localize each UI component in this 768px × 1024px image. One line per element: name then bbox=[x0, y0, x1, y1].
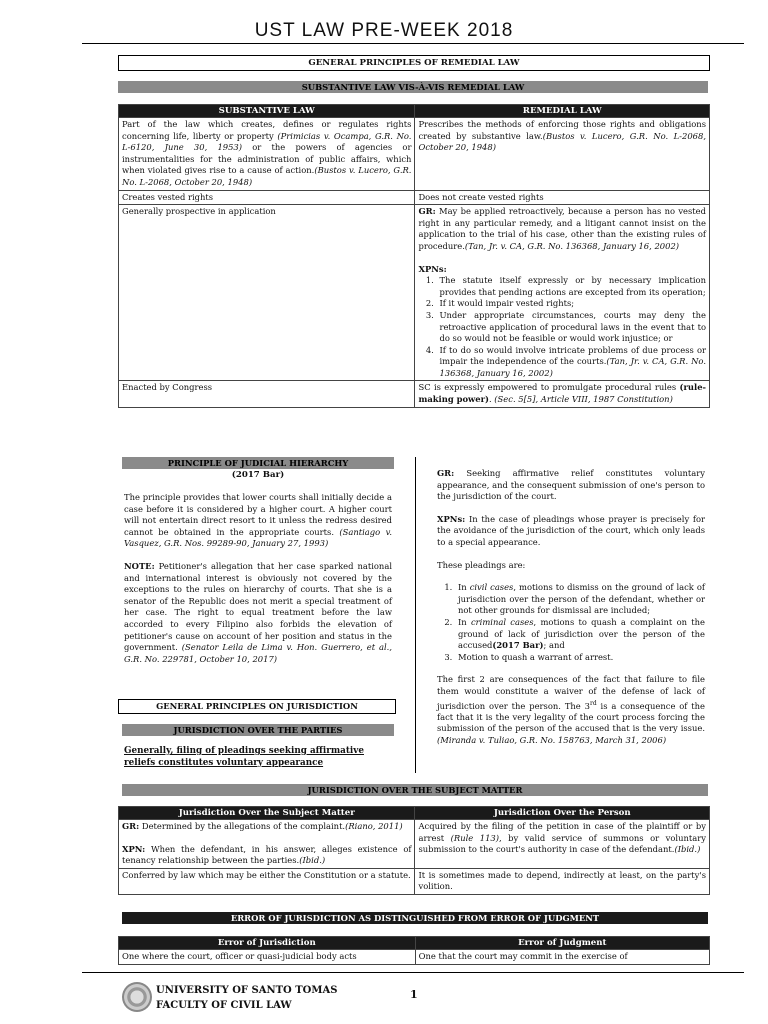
column-divider bbox=[415, 457, 416, 773]
emphasis: criminal cases bbox=[470, 616, 534, 627]
paragraph bbox=[437, 468, 705, 503]
table-cell: Creates vested rights bbox=[119, 190, 415, 205]
paragraph: These pleadings are: bbox=[437, 559, 526, 570]
citation: (Bustos v. Lucero, G.R. No. L-2068, October 20, 1948) bbox=[418, 130, 706, 153]
superscript: rd bbox=[589, 699, 597, 707]
gr-label: GR: bbox=[418, 206, 436, 217]
page-header-title: UST LAW PRE-WEEK 2018 bbox=[254, 20, 514, 41]
table-cell bbox=[119, 820, 415, 869]
list-item: 1. The statute itself expressly or by necessary implication provides that pending actions are excepted from its operation; bbox=[436, 275, 706, 298]
emphasis: civil cases bbox=[469, 582, 514, 593]
section-bar-substantive-vs-remedial: SUBSTANTIVE LAW VIS-À-VIS REMEDIAL LAW bbox=[118, 81, 708, 93]
bar-year: (2017 Bar) bbox=[492, 640, 544, 651]
xpn-label: XPN: bbox=[122, 843, 146, 854]
footer-university: UNIVERSITY OF SANTO TOMAS bbox=[156, 985, 338, 996]
section-bar-error: ERROR OF JURISDICTION AS DISTINGUISHED FROM ERROR OF JUDGMENT bbox=[122, 912, 708, 924]
citation: (Santiago v. Vasquez, G.R. Nos. 99289-90, January 27, 1993) bbox=[124, 526, 392, 549]
footer-faculty: FACULTY OF CIVIL LAW bbox=[156, 1000, 292, 1011]
table-cell: Conferred by law which may be either the Constitution or a statute. bbox=[119, 868, 415, 894]
page-number: 1 bbox=[410, 988, 418, 1001]
list-item bbox=[455, 582, 705, 617]
table-cell bbox=[415, 205, 710, 381]
list-text: In bbox=[458, 582, 470, 593]
table-row bbox=[119, 205, 710, 381]
table-cell bbox=[119, 118, 415, 191]
paragraph-text: In the case of pleadings whose prayer is precisely for the avoidance of the jurisdiction of the court, which only leads to a special appearance. bbox=[437, 513, 705, 547]
table-row bbox=[119, 381, 710, 407]
cell-text: Part of the law which creates, defines or regulates rights concerning life, liberty or property bbox=[122, 119, 412, 141]
table-row bbox=[119, 118, 710, 191]
xpns-label: XPNs: bbox=[437, 513, 466, 524]
citation: (Ibid.) bbox=[674, 844, 701, 855]
table-header-subject-matter: Jurisdiction Over the Subject Matter bbox=[119, 807, 415, 820]
citation: (Ibid.) bbox=[299, 855, 326, 866]
xpns-label: XPNs: bbox=[418, 263, 447, 274]
list-text: In bbox=[458, 616, 471, 627]
table-header-substantive: SUBSTANTIVE LAW bbox=[119, 105, 415, 118]
section-bar-subject-matter: JURISDICTION OVER THE SUBJECT MATTER bbox=[122, 784, 708, 796]
table-header-error-judgment: Error of Judgment bbox=[415, 937, 709, 950]
note-label: NOTE: bbox=[124, 560, 155, 571]
list-item: 3. Under appropriate circumstances, courts may deny the retroactive application of procedural laws in the event that to do so would not be feasible or would work injustice; or bbox=[436, 310, 706, 345]
footer-rule bbox=[82, 972, 744, 973]
table-row bbox=[119, 950, 710, 965]
citation: (Tan, Jr. v. CA, G.R. No. 136368, January 16, 2002) bbox=[439, 356, 706, 378]
table-cell: Generally prospective in application bbox=[119, 205, 415, 381]
pleadings-list bbox=[437, 582, 705, 663]
university-seal-icon bbox=[122, 982, 152, 1012]
table-cell bbox=[415, 381, 710, 407]
citation: (Riano, 2011) bbox=[345, 821, 403, 831]
paragraph bbox=[124, 492, 392, 550]
paragraph bbox=[437, 674, 705, 746]
citation: . (Sec. 5[5], Article VIII, 1987 Constitution) bbox=[488, 394, 673, 405]
citation: (Miranda v. Tuliao, G.R. No. 158763, March 31, 2006) bbox=[437, 735, 667, 746]
cell-text: , by valid service of summons or voluntary submission to the court's authority in case of the defendant. bbox=[418, 832, 706, 855]
table-cell: Enacted by Congress bbox=[119, 381, 415, 407]
table-header-person: Jurisdiction Over the Person bbox=[415, 807, 710, 820]
paragraph-text: is a consequence of the fact that it is the very legality of the court process forcing the submission of the person of the accused that is the very issue. bbox=[437, 700, 705, 734]
paragraph-text: Seeking affirmative relief constitutes voluntary appearance, and the consequent submission of one's person to the jurisdiction of the court. bbox=[437, 468, 705, 502]
subject-matter-table bbox=[118, 806, 710, 895]
bold-text: (rule-making power) bbox=[418, 382, 706, 405]
paragraph-text: Petitioner's allegation that her case sparked national and international interest is obviously not covered by the exceptions to the rules on hierarchy of courts. That she is a senator of the Republic does not merit a special treatment of her case. The right to equal treatment before the law accorded to every Filipino also forbids the elevation of petitioner's cause on account of her position and status in the government. bbox=[124, 560, 392, 653]
paragraph bbox=[437, 514, 705, 549]
bar-exam-year: (2017 Bar) bbox=[231, 470, 285, 480]
section-title-jurisdiction: GENERAL PRINCIPLES ON JURISDICTION bbox=[118, 699, 396, 714]
paragraph-text: The principle provides that lower courts shall initially decide a case before it is considered by a higher court. A higher court will not entertain direct resort to it unless the redress desired cannot be obtained in the appropriate courts. bbox=[124, 492, 392, 537]
list-text: , motions to dismiss on the ground of lack of jurisdiction over the person of the defendant, whether or not other grounds for dismissal are included; bbox=[458, 582, 705, 616]
list-item bbox=[455, 617, 705, 652]
cell-text: May be applied retroactively, because a person has no vested right in any particular remedy, and a litigant cannot insist on the application to the trial of his case, other than the existing rules of procedure. bbox=[418, 206, 706, 251]
table-header-error-jurisdiction: Error of Jurisdiction bbox=[119, 937, 416, 950]
left-column-text bbox=[124, 492, 392, 676]
list-text: ; and bbox=[543, 640, 565, 651]
error-table bbox=[118, 936, 710, 965]
cell-text: Prescribes the methods of enforcing those rights and obligations created by substantive law. bbox=[418, 119, 706, 141]
list-item: 2. If it would impair vested rights; bbox=[436, 298, 706, 310]
citation: (Senator Leila de Lima v. Hon. Guerrero, et al., G.R. No. 229781, October 10, 2017) bbox=[124, 642, 392, 664]
table-row bbox=[119, 190, 710, 205]
section-bar-judicial-hierarchy: PRINCIPLE OF JUDICIAL HIERARCHY bbox=[122, 457, 394, 469]
substantive-remedial-table bbox=[118, 104, 710, 408]
cell-text: or the powers of agencies or instrumentalities for the administration of public affairs, which when violated gives rise to a cause of action. bbox=[122, 142, 412, 176]
cell-text: If to do so would involve intricate problems of due process or impair the independence of the courts. bbox=[439, 344, 706, 367]
section-bar-parties: JURISDICTION OVER THE PARTIES bbox=[122, 724, 394, 736]
gr-label: GR: bbox=[437, 468, 455, 478]
header-rule bbox=[82, 43, 744, 44]
table-cell: Does not create vested rights bbox=[415, 190, 710, 205]
gr-label: GR: bbox=[122, 821, 140, 831]
citation: (Tan, Jr. v. CA, G.R. No. 136368, January 16, 2002) bbox=[464, 240, 680, 251]
list-text: , motions to quash a complaint on the ground of lack of jurisdiction over the person of the accused bbox=[458, 616, 705, 651]
table-cell bbox=[415, 820, 710, 869]
section-title-general-principles: GENERAL PRINCIPLES OF REMEDIAL LAW bbox=[118, 55, 710, 71]
table-cell: One where the court, officer or quasi-judicial body acts bbox=[119, 950, 416, 965]
table-cell: One that the court may commit in the exercise of bbox=[415, 950, 709, 965]
table-cell bbox=[415, 118, 710, 191]
list-item: 3. Motion to quash a warrant of arrest. bbox=[455, 652, 705, 664]
table-header-remedial: REMEDIAL LAW bbox=[415, 105, 710, 118]
paragraph bbox=[124, 561, 392, 665]
exceptions-list bbox=[418, 275, 706, 379]
table-cell: It is sometimes made to depend, indirectly at least, on the party's volition. bbox=[415, 868, 710, 894]
cell-text: Acquired by the filing of the petition in case of the plaintiff or by arrest bbox=[418, 821, 706, 843]
list-item bbox=[436, 345, 706, 380]
citation: (Bustos v. Lucero, G.R. No. L-2068, October 20, 1948) bbox=[122, 165, 412, 187]
right-column-text bbox=[437, 468, 705, 758]
table-row bbox=[119, 868, 710, 894]
table-row bbox=[119, 820, 710, 869]
cell-text: Determined by the allegations of the complaint. bbox=[139, 821, 346, 831]
citation: (Rule 113) bbox=[450, 832, 499, 843]
cell-text: SC is expressly empowered to promulgate procedural rules bbox=[418, 382, 680, 393]
citation: (Primicias v. Ocampa, G.R. No. L-6120, June 30, 1953) bbox=[122, 130, 412, 153]
cell-text: When the defendant, in his answer, alleges existence of tenancy relationship between the parties. bbox=[122, 843, 412, 866]
filing-heading: Generally, filing of pleadings seeking affirmative reliefs constitutes voluntary appearance bbox=[124, 746, 364, 768]
paragraph-text: The first 2 are consequences of the fact that failure to file them would constitute a waiver of the defense of lack of jurisdiction over the person. The 3 bbox=[437, 674, 705, 711]
